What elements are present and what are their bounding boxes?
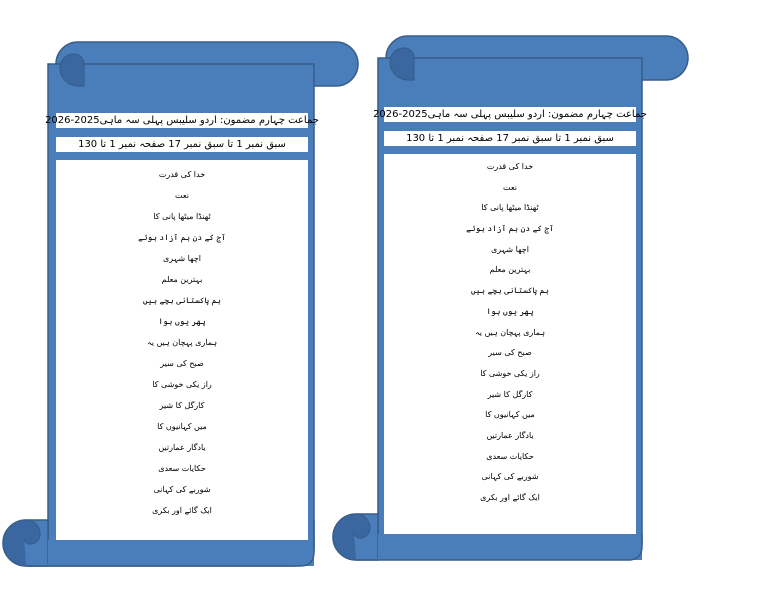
lesson-item: خدا کی قدرت	[158, 170, 206, 179]
syllabus-header-class-subject: جماعت چہارم مضمون: اردو سلیبس پہلی سہ ماہی2025-2026	[45, 115, 319, 126]
syllabus-header-lessons-pages: سبق نمبر 1 تا سبق نمبر 17 صفحہ نمبر 1 تا 130	[384, 131, 636, 146]
syllabus-header-lessons-pages: سبق نمبر 1 تا سبق نمبر 17 صفحہ نمبر 1 تا 130	[56, 137, 308, 152]
lesson-item: حکایات سعدی	[486, 451, 534, 461]
syllabus-header-class-subject: جماعت چہارم مضمون: اردو سلیبس پہلی سہ ماہی2025-2026	[373, 109, 647, 120]
lesson-item: بہترین معلم	[489, 265, 531, 275]
lesson-item: آج کے دن ہم آزاد ہوئے	[466, 224, 554, 234]
lesson-item: پھر یوں ہوا	[158, 317, 206, 326]
lesson-item: پھر یوں ہوا	[486, 306, 534, 316]
lesson-item: اچھا شہری	[163, 254, 201, 263]
lesson-item: ایک گائے اور بکری	[152, 506, 212, 515]
lesson-item: ایک گائے اور بکری	[480, 493, 540, 502]
lesson-item: صبح کی سیر	[160, 359, 204, 368]
lesson-list-panel	[384, 154, 636, 534]
lesson-item: صبح کی سیر	[488, 348, 532, 358]
lesson-item: بہترین معلم	[161, 275, 203, 284]
syllabus-scroll-left	[0, 0, 380, 594]
lesson-item: راز یکی خوشی کا	[480, 368, 540, 378]
lesson-item: حکایات سعدی	[158, 464, 206, 473]
lesson-item: شوربے کی کہانی	[153, 485, 211, 494]
lesson-item: خدا کی قدرت	[486, 162, 534, 171]
lesson-item: یادگار عمارتیں	[158, 443, 206, 452]
lesson-item: یادگار عمارتیں	[486, 430, 534, 440]
lesson-item: راز یکی خوشی کا	[152, 380, 212, 389]
lesson-item: اچھا شہری	[491, 244, 529, 254]
lesson-item: میں کہانیوں کا	[157, 422, 207, 431]
lesson-item: ہم پاکستانی بچے ہیں	[143, 296, 221, 305]
lesson-item: آج کے دن ہم آزاد ہوئے	[138, 233, 226, 242]
lesson-list-panel	[56, 160, 308, 540]
lesson-item: ہماری پہچان ہیں یہ	[147, 338, 217, 347]
lesson-item: ٹھنڈا میٹھا پانی کا	[153, 212, 211, 221]
lesson-item: میں کہانیوں کا	[485, 410, 535, 420]
lesson-item: شوربے کی کہانی	[481, 472, 539, 482]
syllabus-scroll-right	[330, 0, 710, 594]
lesson-item: ٹھنڈا میٹھا پانی کا	[481, 203, 539, 213]
lesson-item: نعت	[503, 182, 517, 192]
lesson-item: نعت	[175, 191, 189, 200]
lesson-item: کارگل کا شیر	[487, 389, 533, 399]
lesson-item: ہم پاکستانی بچے ہیں	[471, 286, 549, 296]
lesson-item: ہماری پہچان ہیں یہ	[475, 327, 545, 337]
lesson-item: کارگل کا شیر	[159, 401, 205, 410]
